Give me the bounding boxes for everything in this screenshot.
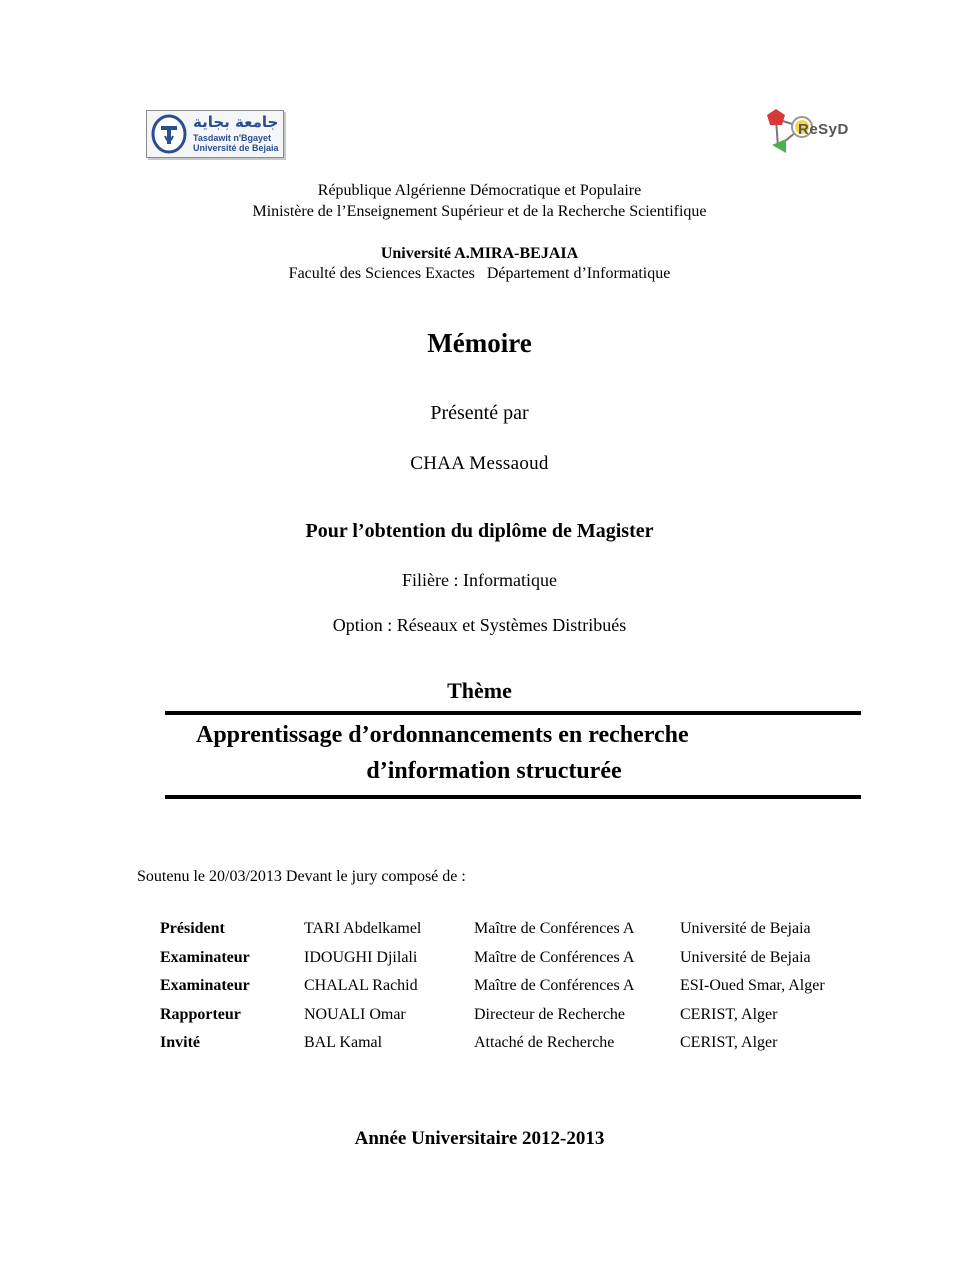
- jury-role: Invité: [160, 1034, 200, 1052]
- university-french-name: Université de Bejaia: [193, 143, 279, 153]
- diploma-line: Pour l’obtention du diplôme de Magister: [305, 520, 654, 542]
- jury-name: CHALAL Rachid: [304, 977, 418, 995]
- ministry-line: Ministère de l’Enseignement Supérieur et de la Recherche Scientifique: [252, 203, 707, 220]
- jury-institution: Université de Bejaia: [680, 948, 811, 966]
- resyd-logo: [762, 105, 862, 157]
- jury-role: Examinateur: [160, 977, 250, 995]
- resyd-label: ReSyD: [798, 121, 849, 138]
- jury-name: TARI Abdelkamel: [304, 920, 422, 937]
- faculty-name: Faculté des Sciences Exactes: [288, 265, 475, 282]
- jury-name: BAL Kamal: [304, 1034, 383, 1052]
- theme-top-rule: [165, 711, 861, 715]
- thesis-title-line1: Apprentissage d’ordonnancements en recherche: [196, 722, 689, 748]
- presented-by: Présenté par: [430, 402, 529, 424]
- filiere-line: Filière : Informatique: [402, 570, 557, 590]
- option-line: Option : Réseaux et Systèmes Distribués: [332, 615, 627, 635]
- theme-label: Thème: [447, 678, 512, 703]
- university-name: Université A.MIRA-BEJAIA: [380, 245, 579, 262]
- faculty-department-line: [0, 264, 959, 284]
- republic-line: République Algérienne Démocratique et Populaire: [317, 182, 642, 199]
- jury-rank: Attaché de Recherche: [474, 1034, 615, 1052]
- author-name: CHAA Messaoud: [410, 453, 549, 474]
- thesis-title-line2: d’information structurée: [366, 758, 622, 784]
- jury-rank: Maître de Conférences A: [474, 977, 635, 995]
- defense-line: Soutenu le 20/03/2013 Devant le jury composé de :: [137, 868, 466, 885]
- university-logo: [146, 110, 284, 158]
- jury-rank: Maître de Conférences A: [474, 920, 635, 937]
- jury-name: NOUALI Omar: [304, 1005, 406, 1023]
- jury-institution: Université de Bejaia: [680, 920, 811, 937]
- jury-institution: CERIST, Alger: [680, 1005, 778, 1023]
- jury-rank: Maître de Conférences A: [474, 948, 635, 966]
- document-title: Mémoire: [427, 328, 532, 358]
- university-berber-name: Tasdawit n'Bgayet: [193, 133, 271, 143]
- theme-bottom-rule: [165, 795, 861, 799]
- jury-rank: Directeur de Recherche: [474, 1005, 626, 1023]
- jury-role: Examinateur: [160, 948, 250, 966]
- university-emblem-icon: [151, 114, 187, 154]
- department-name: Département d’Informatique: [486, 265, 671, 282]
- jury-role: Président: [160, 920, 225, 937]
- jury-name: IDOUGHI Djilali: [304, 948, 418, 966]
- university-arabic-name: جامعة بجاية: [193, 113, 279, 131]
- academic-year: Année Universitaire 2012-2013: [354, 1128, 605, 1149]
- jury-role: Rapporteur: [160, 1005, 241, 1023]
- jury-institution: CERIST, Alger: [680, 1034, 778, 1052]
- jury-institution: ESI-Oued Smar, Alger: [680, 977, 825, 995]
